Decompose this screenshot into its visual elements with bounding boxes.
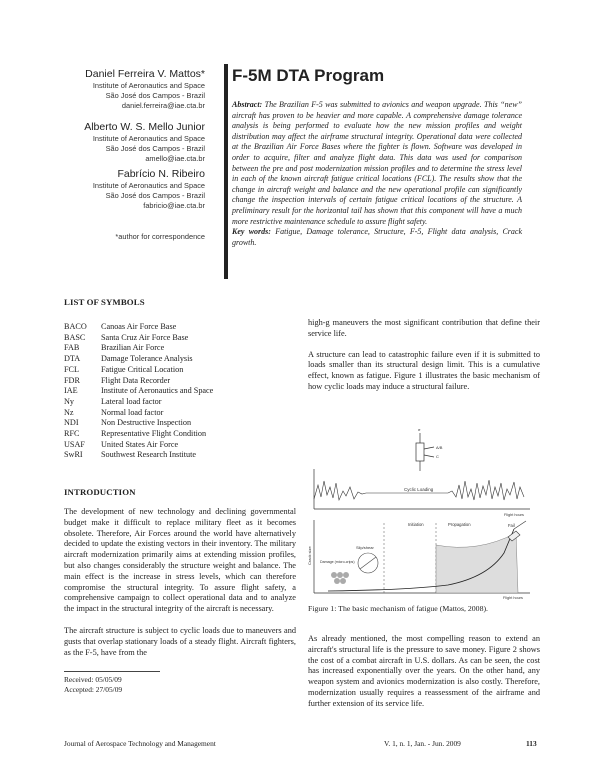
symbol-def: Normal load factor: [101, 407, 164, 417]
author-block-3: [93, 168, 205, 211]
author-affiliation: Institute of Aeronautics and Space: [92, 181, 205, 190]
symbol-row: [64, 440, 299, 451]
symbol-abbr: FAB: [64, 343, 80, 353]
symbols-heading: LIST OF SYMBOLS: [64, 297, 145, 307]
symbol-abbr: SwRI: [64, 450, 83, 460]
figure-caption: Figure 1: The basic mechanism of fatigue (Mattos, 2008).: [308, 604, 489, 613]
symbol-abbr: BACO: [64, 322, 87, 331]
specimen-icon: [416, 427, 443, 471]
symbol-row: [64, 450, 299, 461]
symbol-def: Santa Cruz Air Force Base: [101, 332, 189, 342]
right-paragraph-3: As already mentioned, the most compelling reason to extend an aircraft's structural life is the pressure to save money. Figure 2 shows the cost of a combat aircraft in U.S. dollars. As can be seen, the cost has increased exponentially over the years. On the other hand, any weapon system and avionics modernization is also costly. Therefore, modernization usually requires a reassessment of the airframe and further extension of its service life.: [308, 634, 540, 708]
symbol-row: [64, 418, 299, 429]
svg-text:C: C: [436, 454, 439, 459]
introduction-heading: INTRODUCTION: [64, 487, 136, 497]
symbols-list: [64, 322, 299, 461]
symbol-row: [64, 397, 299, 408]
footnote-rule: [64, 671, 160, 672]
right-column-bottom: [308, 634, 540, 710]
slip-specimen: [356, 545, 378, 573]
author-email[interactable]: daniel.ferreira@iae.cta.br: [121, 101, 205, 110]
keywords-text: Fatigue, Damage tolerance, Structure, F-5, Flight data analysis, Crack growth.: [232, 227, 523, 247]
author-location: São José dos Campos - Brazil: [105, 191, 205, 200]
symbol-def: Institute of Aeronautics and Space: [101, 386, 214, 396]
symbol-abbr: FDR: [64, 375, 80, 385]
symbol-def: Fatigue Critical Location: [101, 364, 184, 374]
propagation-label: Propagation: [448, 522, 471, 527]
symbol-row: [64, 408, 299, 419]
right-paragraph-2: A structure can lead to catastrophic failure even if it is submitted to loads smaller than its structural design limit. This is a cumulative effect, known as fatigue. Figure 1 illustrates the basic mechanism of how cyclic loads may induce a structural failure.: [308, 349, 540, 391]
symbol-row: [64, 354, 299, 365]
author-name: Alberto W. S. Mello Junior: [84, 121, 205, 133]
symbol-def: Flight Data Recorder: [101, 375, 171, 385]
symbol-row: [64, 322, 299, 333]
symbol-def: Representative Flight Condition: [101, 429, 207, 439]
damage-label: Damage (micro-crips): [320, 560, 355, 564]
paper-title: F-5M DTA Program: [232, 66, 385, 85]
symbol-def: Brazilian Air Force: [101, 343, 165, 353]
received-date: Received: 05/05/09: [64, 675, 122, 684]
symbol-row: [64, 333, 299, 344]
symbol-def: United States Air Force: [101, 439, 179, 449]
time-axis-label: Flight hours: [504, 513, 524, 517]
page-number: 113: [526, 739, 537, 748]
symbol-abbr: NDI: [64, 418, 79, 428]
author-affiliation: Institute of Aeronautics and Space: [92, 81, 205, 90]
author-location: São José dos Campos - Brazil: [105, 144, 205, 153]
symbol-row: [64, 376, 299, 387]
symbol-def: Lateral load factor: [101, 396, 162, 406]
fatigue-diagram: [308, 425, 540, 600]
symbol-def: Non Destructive Inspection: [101, 418, 192, 428]
symbol-row: [64, 343, 299, 354]
dates: [64, 675, 122, 695]
fail-label: Fail: [508, 523, 515, 528]
abstract-text: The Brazilian F-5 was submitted to avionics and weapon upgrade. This “new” aircraft has proven to be heavier and more capable. A comprehensive damage tolerance analysis is being performed to evaluate how the new mission profiles and weight distribution may affect the airframe structural integrity. Operational data were collected at the Brazilian Air Force Bases where the fighter is flown. Software was developed in order to acquire, filter and analyze flight data. This data was used for comparison between the pre and post modernization mission profiles and to determine the stress level in each of the known aircraft fatigue critical locations (FCL). The results show that the change in aircraft weight and balance and the new operational profile can significantly change the inspection intervals of certain fatigue critical locations of the structure. A preliminary result for the horizontal tail has shown that this component will have a much more restrictive maintenance schedule to assure flight safety.: [232, 100, 522, 226]
crack-size-label: Crack size: [307, 546, 312, 565]
symbol-def: Damage Tolerance Analysis: [101, 354, 193, 364]
symbol-def: Southwest Research Institute: [101, 450, 197, 460]
crack-region: [436, 533, 518, 593]
author-name: Daniel Ferreira V. Mattos*: [85, 68, 205, 80]
author-block-1: [85, 68, 205, 111]
svg-text:A/B: A/B: [436, 445, 443, 450]
author-affiliation: Institute of Aeronautics and Space: [92, 134, 205, 143]
symbol-def: Canoas Air Force Base: [101, 322, 177, 331]
author-email[interactable]: fabricio@iae.cta.br: [143, 201, 205, 210]
correspondence-note: [115, 232, 205, 242]
abstract-label: Abstract:: [232, 100, 263, 109]
correspondence-text: *author for correspondence: [115, 232, 205, 241]
symbol-row: [64, 386, 299, 397]
author-block-2: [84, 121, 205, 164]
author-email[interactable]: amello@iae.cta.br: [145, 154, 205, 163]
symbol-abbr: RFC: [64, 429, 80, 439]
symbol-row: [64, 429, 299, 440]
title-rule: [224, 64, 228, 279]
page-footer: [64, 739, 540, 748]
initiation-label: Initiation: [408, 522, 424, 527]
right-column-top: [308, 318, 540, 393]
symbol-row: [64, 365, 299, 376]
journal-name: Journal of Aerospace Technology and Management: [64, 739, 216, 748]
svg-text:σ: σ: [418, 427, 421, 432]
keywords-label: Key words:: [232, 227, 271, 237]
slip-label: Slip/shear: [356, 545, 374, 550]
symbol-abbr: DTA: [64, 354, 81, 364]
intro-column: [64, 507, 296, 658]
accepted-date: Accepted: 27/05/09: [64, 685, 123, 694]
figure-1: [308, 425, 540, 600]
intro-paragraph-2: The aircraft structure is subject to cyclic loads due to maneuvers and gusts that overlap stationary loads of a steady flight. Aircraft fighters, as the F-5, have from the: [64, 625, 296, 657]
symbol-abbr: USAF: [64, 439, 85, 449]
right-paragraph-1: high-g maneuvers the most significant contribution that define their service life.: [308, 318, 540, 338]
flight-hours-label: Flight hours: [503, 596, 523, 600]
volume-info: V. 1, n. 1, Jan. - Jun. 2009: [384, 739, 461, 748]
author-location: São José dos Campos - Brazil: [105, 91, 205, 100]
intro-paragraph-1: The development of new technology and declining governmental budget make it difficult to replace military fleet as it becomes obsolete. Therefore, Air Forces around the world have alternatively decided to update the existing vectors in their inventory. The military aircraft modernization primarily aims at extending mission profiles, but also changes considerably the structure weight and balance. The main effect is the increase in stress levels, which can therefore compromise the structural integrity. To assure flight safety, a comprehensive campaign to collect operational data and to analyze the impact in the structural integrity of the aircraft is necessary.: [64, 507, 296, 614]
symbol-abbr: IAE: [64, 386, 78, 396]
author-name: Fabrício N. Ribeiro: [117, 168, 205, 180]
abstract: [232, 100, 522, 248]
symbol-abbr: Nz: [64, 407, 74, 417]
symbol-abbr: Ny: [64, 396, 75, 406]
symbol-abbr: FCL: [64, 364, 80, 374]
cyclic-loading-label: Cyclic Loading: [404, 487, 434, 492]
symbol-abbr: BASC: [64, 332, 86, 342]
damage-specimen: [320, 560, 355, 584]
